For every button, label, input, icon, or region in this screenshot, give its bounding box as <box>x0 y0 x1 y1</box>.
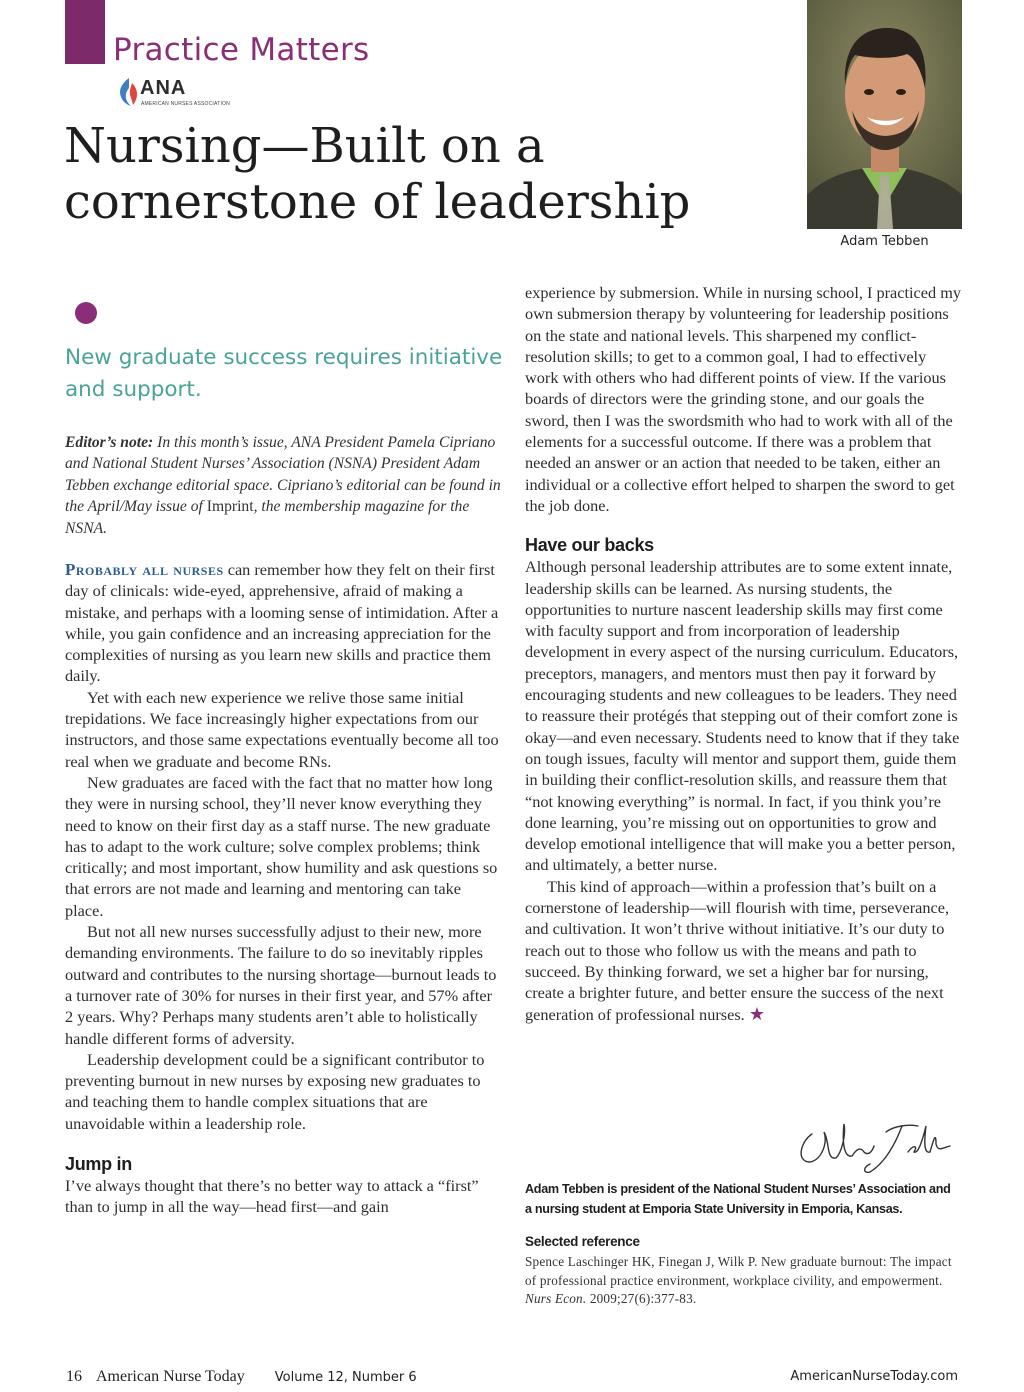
editor-note-magazine: Imprint <box>206 498 254 516</box>
column-2-flow <box>525 282 961 1025</box>
ana-logo-subtext: AMERICAN NURSES ASSOCIATION <box>141 101 230 107</box>
author-photo <box>807 0 962 229</box>
editor-note-text: In this month’s issue, ANA President Pamela Cipriano and National Student Nurses’ Association (NSNA) President Adam Tebben exchange editorial space. Cipriano’s editorial can be found in the April/May issue of <box>65 434 501 516</box>
paragraph-8-text: This kind of approach—within a profession that’s built on a cornerstone of leadership—will flourish with time, perseverance, and cultivation. It won’t thrive without initiative. It’s our duty to reach out to those who follow us with the means and path to succeed. By thinking forward, we set a higher bar for nursing, create a brighter future, and better ensure the success of the next generation of professional nurses. <box>525 876 950 1024</box>
paragraph-2: Yet with each new experience we relive those same initial trepidations. We face increasingly higher expectations from our instructors, and those same expectations eventually become all too real when we graduate and become RNs. <box>65 687 499 771</box>
author-bio: Adam Tebben is president of the National Student Nurses’ Association and a nursing student at Emporia State University in Emporia, Kansas. <box>525 1182 951 1216</box>
paragraph-1 <box>65 559 501 687</box>
reference-body <box>525 1253 957 1309</box>
headline-line-2: cornerstone of leadership <box>64 174 691 230</box>
footer-left <box>66 1368 417 1386</box>
ana-logo <box>116 77 286 109</box>
signature-text: Adam Tebben <box>791 1113 797 1114</box>
article-column-1 <box>65 559 501 1218</box>
heading-jump-in: Jump in <box>65 1154 132 1175</box>
ana-logo-text: ANA <box>140 77 187 99</box>
lead-in: Probably all nurses <box>65 560 224 579</box>
paragraph-8 <box>525 876 961 1025</box>
reference-heading: Selected reference <box>525 1234 640 1249</box>
section-title: Practice Matters <box>113 32 370 68</box>
paragraph-4: But not all new nurses successfully adjust to their new, more demanding environments. The failure to do so inevitably ripples outward and contributes to the nursing shortage—burnout leads to a turnover rate of 30% for nurses in their first year, and 57% after 2 years. Why? Perhaps many students aren’t able to holistically handle different forms of adversity. <box>65 922 497 1048</box>
editor-note-label: Editor’s note: <box>65 434 154 451</box>
paragraph-1-text: can remember how they felt on their first day of clinicals: wide-eyed, apprehensive, afraid of making a mistake, and perhaps with a looming sense of intimidation. After a while, you gain confidence and an increasing appreciation for the complexities of nursing as you learn new skills and practice them daily. <box>65 560 499 686</box>
headline <box>64 118 784 230</box>
page-number: 16 <box>66 1368 82 1385</box>
headline-line-1: Nursing—Built on a <box>64 118 545 174</box>
paragraph-6: I’ve always thought that there’s no better way to attack a “first” than to jump in all the way—head first—and gain <box>65 1176 479 1217</box>
editor-note-text-end: , the membership magazine for the NSNA. <box>65 498 470 537</box>
reference-citation: 2009;27(6):377-83. <box>586 1291 697 1306</box>
section-color-bar <box>65 0 105 64</box>
reference-journal: Nurs Econ. <box>525 1291 587 1306</box>
editor-note <box>65 432 505 539</box>
heading-have-our-backs: Have our backs <box>525 535 654 556</box>
paragraph-6-continued: experience by submersion. While in nursing school, I practiced my own submersion therapy by volunteering for leadership positions on the state and national levels. This sharpened my conflict-resolution skills; to get to a common goal, I had to effectively work with others who had different points of view. If the various boards of directors were the grinding stone, and our goals the sword, then I was the swordsmith who had to work with all of the elements for a successful outcome. If there was a problem that needed an answer or an action that needed to be taken, either an individual or a collective effort helped to sharpen the sword to get the job done. <box>525 283 962 515</box>
author-portrait-image <box>807 0 962 229</box>
circle-bullet-icon <box>75 302 97 324</box>
deck-subtitle: New graduate success requires initiative and support. <box>65 345 503 402</box>
paragraph-3: New graduates are faced with the fact that no matter how long they were in nursing school, they’ll never know everything they need to know on their first day as a staff nurse. The new graduate has to adapt to the work culture; solve complex problems; think critically; and most important, show humility and ask questions so that errors are not made and learning and mentoring can take place. <box>65 772 498 920</box>
paragraph-7: Although personal leadership attributes are to some extent innate, leadership skills can be learned. As nursing students, the opportunities to nurture nascent leadership skills may first come with faculty support and from incorporation of leadership development in every aspect of the nursing curriculum. Educators, preceptors, managers, and mentors must then pay it forward by encouraging students and new colleagues to be leaders. They need to reassure their protégés that stepping out of their comfort zone is okay—and even necessary. Students need to know that if they take on tough issues, faculty will mentor and support them, guide them in building their conflict-resolution skills, and reassure them that “not knowing everything” is normal. In fact, if you think you’re done learning, you’re missing out on opportunities to grow and develop emotional intelligence that will make you a better person, and ultimately, a better nurse. <box>525 557 960 875</box>
paragraph-5: Leadership development could be a significant contributor to preventing burnout in new nurses by exposing new graduates to and teaching them to handle complex situations that are unavoidable within a leadership role. <box>65 1049 485 1133</box>
star-icon: ★ <box>748 1003 765 1024</box>
author-signature <box>790 1112 960 1178</box>
reference-text: Spence Laschinger HK, Finegan J, Wilk P. New graduate burnout: The impact of professional practice environment, workplace civility, and empowerment. <box>525 1254 952 1288</box>
ana-flame-icon <box>116 77 140 107</box>
footer-volume: Volume 12, Number 6 <box>274 1370 417 1385</box>
footer-magazine: American Nurse Today <box>96 1368 245 1385</box>
author-photo-caption: Adam Tebben <box>840 234 929 249</box>
footer-url[interactable]: AmericanNurseToday.com <box>790 1369 958 1384</box>
